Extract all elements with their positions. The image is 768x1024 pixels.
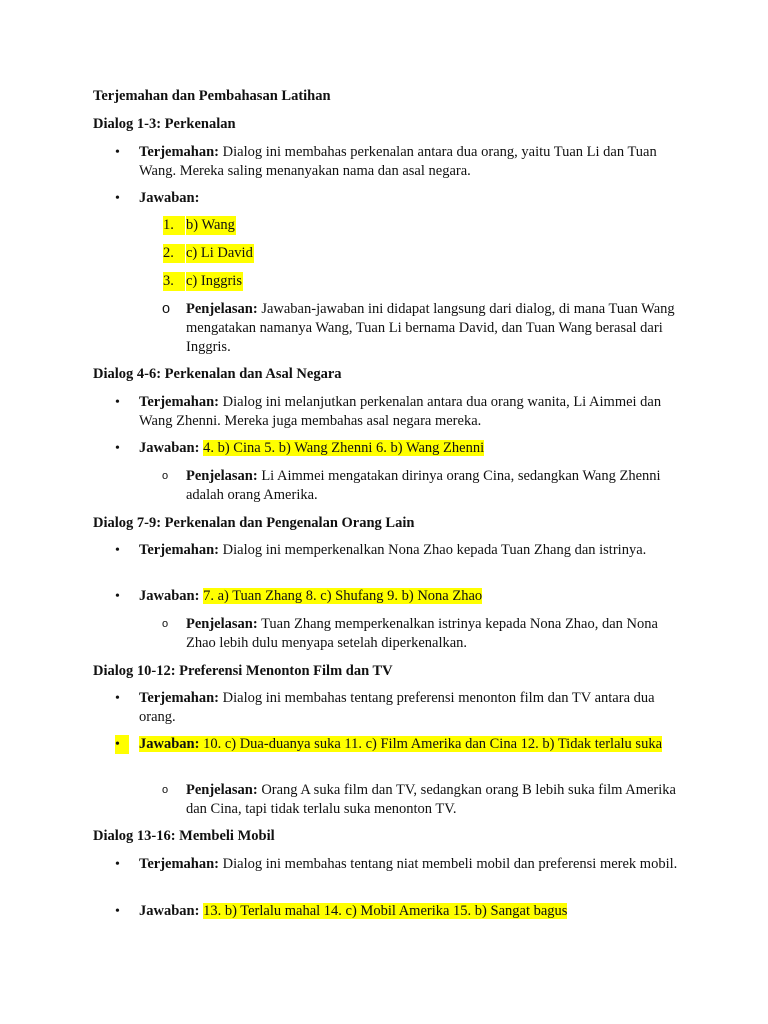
- bullet-icon-highlighted: •: [115, 735, 129, 754]
- answer-paragraph-3: [139, 587, 679, 606]
- answer-number-2: 2.: [163, 244, 185, 263]
- translation-paragraph-3: [139, 541, 679, 560]
- sub-bullet-icon: o: [162, 301, 171, 317]
- explanation-paragraph-4: [186, 781, 680, 819]
- explanation-label: Penjelasan:: [186, 301, 258, 317]
- bullet-icon: •: [115, 691, 120, 706]
- translation-paragraph-4: [139, 689, 679, 727]
- answer-paragraph-2: [139, 439, 679, 458]
- section-heading-3: Dialog 7-9: Perkenalan dan Pengenalan Orang Lain: [93, 515, 415, 531]
- bullet-icon: •: [115, 191, 120, 206]
- answer-number-1: 1.: [163, 216, 185, 235]
- section-heading-4: Dialog 10-12: Preferensi Menonton Film dan TV: [93, 663, 393, 679]
- document-title: Terjemahan dan Pembahasan Latihan: [93, 88, 331, 104]
- translation-label: Terjemahan:: [139, 690, 220, 706]
- sub-bullet-icon: o: [162, 470, 169, 482]
- answer-paragraph-5: [139, 902, 679, 921]
- explanation-label: Penjelasan:: [186, 782, 258, 798]
- answer-label: Jawaban:: [139, 440, 200, 456]
- sub-bullet-icon: o: [162, 618, 169, 630]
- answer-label: Jawaban:: [139, 903, 200, 919]
- answer-label: Jawaban:: [139, 588, 200, 604]
- answer-paragraph-1: [139, 189, 679, 208]
- explanation-text: Jawaban-jawaban ini didapat langsung dari dialog, di mana Tuan Wang mengatakan namanya Wang, Tuan Li bernama David, dan Tuan Wang berasal dari Inggris.: [186, 301, 675, 355]
- translation-text: Dialog ini membahas tentang niat membeli mobil dan preferensi merek mobil.: [222, 856, 678, 872]
- bullet-icon: •: [115, 589, 120, 604]
- answer-number-3: 3.: [163, 272, 185, 291]
- translation-paragraph-1: [139, 143, 679, 181]
- translation-paragraph-5: [139, 855, 679, 874]
- answer-item-1: b) Wang: [186, 217, 235, 233]
- explanation-text: Orang A suka film dan TV, sedangkan orang B lebih suka film Amerika dan Cina, tapi tidak terlalu suka menonton TV.: [186, 782, 676, 817]
- bullet-icon: •: [115, 145, 120, 160]
- bullet-icon: •: [115, 857, 120, 872]
- explanation-text: Tuan Zhang memperkenalkan istrinya kepada Nona Zhao, dan Nona Zhao lebih dulu menyapa setelah diperkenalkan.: [186, 616, 658, 651]
- translation-label: Terjemahan:: [139, 394, 220, 410]
- translation-paragraph-2: [139, 393, 679, 431]
- translation-label: Terjemahan:: [139, 856, 220, 872]
- explanation-text: Li Aimmei mengatakan dirinya orang Cina, sedangkan Wang Zhenni adalah orang Amerika.: [186, 468, 661, 503]
- answer-label: Jawaban:: [139, 736, 200, 752]
- section-heading-2: Dialog 4-6: Perkenalan dan Asal Negara: [93, 366, 342, 382]
- bullet-icon: •: [115, 543, 120, 558]
- answer-paragraph-4: [139, 735, 679, 754]
- answer-text-highlighted: 7. a) Tuan Zhang 8. c) Shufang 9. b) Nona Zhao: [203, 588, 483, 604]
- explanation-paragraph-3: [186, 615, 680, 653]
- bullet-icon: •: [115, 441, 120, 456]
- translation-text: Dialog ini melanjutkan perkenalan antara dua orang wanita, Li Aimmei dan Wang Zhenni. Mereka juga membahas asal negara mereka.: [139, 394, 662, 429]
- answer-item-2: c) Li David: [186, 245, 253, 261]
- answer-text-highlighted: 10. c) Dua-duanya suka 11. c) Film Amerika dan Cina 12. b) Tidak terlalu suka: [203, 736, 663, 752]
- bullet-icon: •: [115, 395, 120, 410]
- bullet-icon: •: [115, 904, 120, 919]
- section-heading-5: Dialog 13-16: Membeli Mobil: [93, 828, 275, 844]
- translation-text: Dialog ini membahas tentang preferensi menonton film dan TV antara dua orang.: [139, 690, 655, 725]
- section-heading-1: Dialog 1-3: Perkenalan: [93, 116, 236, 132]
- explanation-label: Penjelasan:: [186, 616, 258, 632]
- answer-text-highlighted: 4. b) Cina 5. b) Wang Zhenni 6. b) Wang Zhenni: [203, 440, 485, 456]
- explanation-paragraph-1: [186, 300, 680, 357]
- answer-text-highlighted: 13. b) Terlalu mahal 14. c) Mobil Amerika 15. b) Sangat bagus: [203, 903, 568, 919]
- answer-item-3: c) Inggris: [186, 273, 242, 289]
- sub-bullet-icon: o: [162, 784, 169, 796]
- translation-text: Dialog ini membahas perkenalan antara dua orang, yaitu Tuan Li dan Tuan Wang. Mereka saling menanyakan nama dan asal negara.: [139, 144, 657, 179]
- explanation-paragraph-2: [186, 467, 680, 505]
- answer-label: Jawaban:: [139, 190, 200, 206]
- translation-label: Terjemahan:: [139, 144, 220, 160]
- translation-label: Terjemahan:: [139, 542, 220, 558]
- translation-text: Dialog ini memperkenalkan Nona Zhao kepada Tuan Zhang dan istrinya.: [222, 542, 647, 558]
- explanation-label: Penjelasan:: [186, 468, 258, 484]
